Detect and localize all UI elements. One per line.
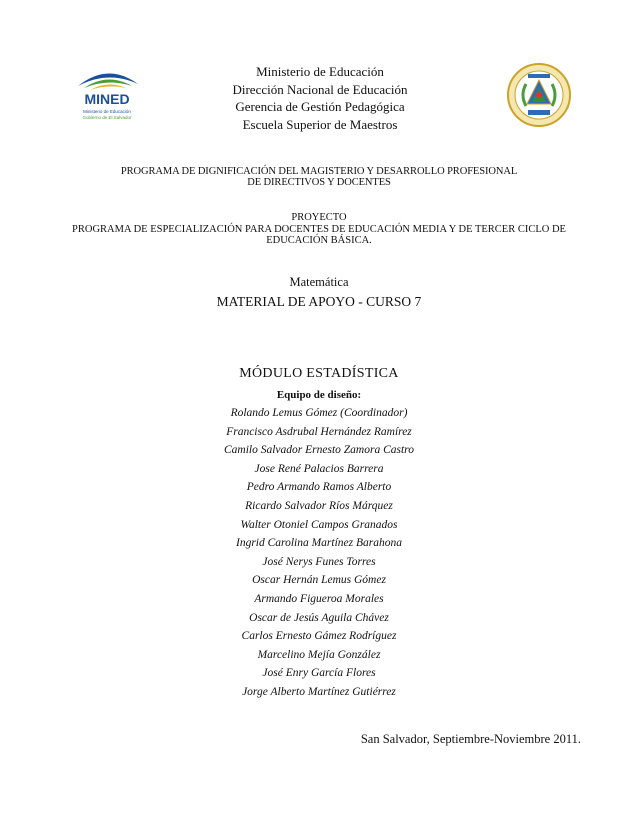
mined-logo	[72, 64, 144, 122]
institution-header	[190, 63, 450, 133]
header-line-school: Escuela Superior de Maestros	[242, 116, 398, 132]
material-title: MATERIAL DE APOYO - CURSO 7	[216, 294, 422, 309]
project-line-2: EDUCACIÓN BÁSICA.	[266, 235, 372, 246]
team-member: Oscar de Jesús Aguila Chávez	[249, 611, 389, 624]
team-member: Jose René Palacios Barrera	[254, 462, 384, 475]
el-salvador-coat-of-arms-icon	[506, 62, 572, 128]
team-member: Walter Otoniel Campos Granados	[240, 518, 398, 531]
team-member: Armando Figueroa Morales	[254, 592, 384, 605]
header-line-management: Gerencia de Gestión Pedagógica	[235, 99, 405, 114]
team-member: José Nerys Funes Torres	[262, 555, 376, 568]
team-member: Oscar Hernán Lemus Gómez	[252, 574, 386, 587]
project-block	[0, 212, 638, 247]
program-title-line-2: DE DIRECTIVOS Y DOCENTES	[247, 177, 391, 188]
mined-name: MINED	[84, 91, 130, 107]
program-title-line-1: PROGRAMA DE DIGNIFICACIÓN DEL MAGISTERIO Y DESARROLLO PROFESIONAL	[120, 166, 518, 177]
project-line-1: PROGRAMA DE ESPECIALIZACIÓN PARA DOCENTES DE EDUCACIÓN MEDIA Y DE TERCER CICLO DE	[72, 223, 566, 235]
place-and-date: San Salvador, Septiembre-Noviembre 2011.	[360, 732, 581, 746]
module-title: MÓDULO ESTADÍSTICA	[239, 366, 399, 381]
team-member: Pedro Armando Ramos Alberto	[246, 481, 392, 494]
team-heading: Equipo de diseño:	[276, 389, 362, 401]
program-title	[0, 166, 638, 188]
team-member: Marcelino Mejía González	[257, 648, 381, 661]
team-member: Ricardo Salvador Ríos Márquez	[245, 499, 393, 512]
team-member: José Enry García Flores	[262, 667, 376, 680]
team-member: Carlos Ernesto Gámez Rodríguez	[241, 630, 397, 643]
team-member: Rolando Lemus Gómez (Coordinador)	[230, 407, 408, 419]
mined-subtitle-1: Ministerio de Educación	[83, 109, 131, 114]
mined-subtitle-2: Gobierno de El Salvador	[82, 115, 132, 120]
team-members-list	[0, 404, 638, 702]
project-label: PROYECTO	[291, 212, 347, 223]
header-line-ministry: Ministerio de Educación	[256, 64, 384, 79]
team-member: Jorge Alberto Martínez Gutiérrez	[242, 685, 396, 698]
mined-logo-graphic	[72, 64, 144, 122]
header-line-direction: Dirección Nacional de Educación	[232, 81, 408, 97]
team-member: Camilo Salvador Ernesto Zamora Castro	[224, 444, 414, 457]
subject-title: Matemática	[289, 275, 349, 289]
team-member: Francisco Asdrubal Hernández Ramírez	[226, 425, 412, 438]
team-member: Ingrid Carolina Martínez Barahona	[235, 537, 402, 550]
